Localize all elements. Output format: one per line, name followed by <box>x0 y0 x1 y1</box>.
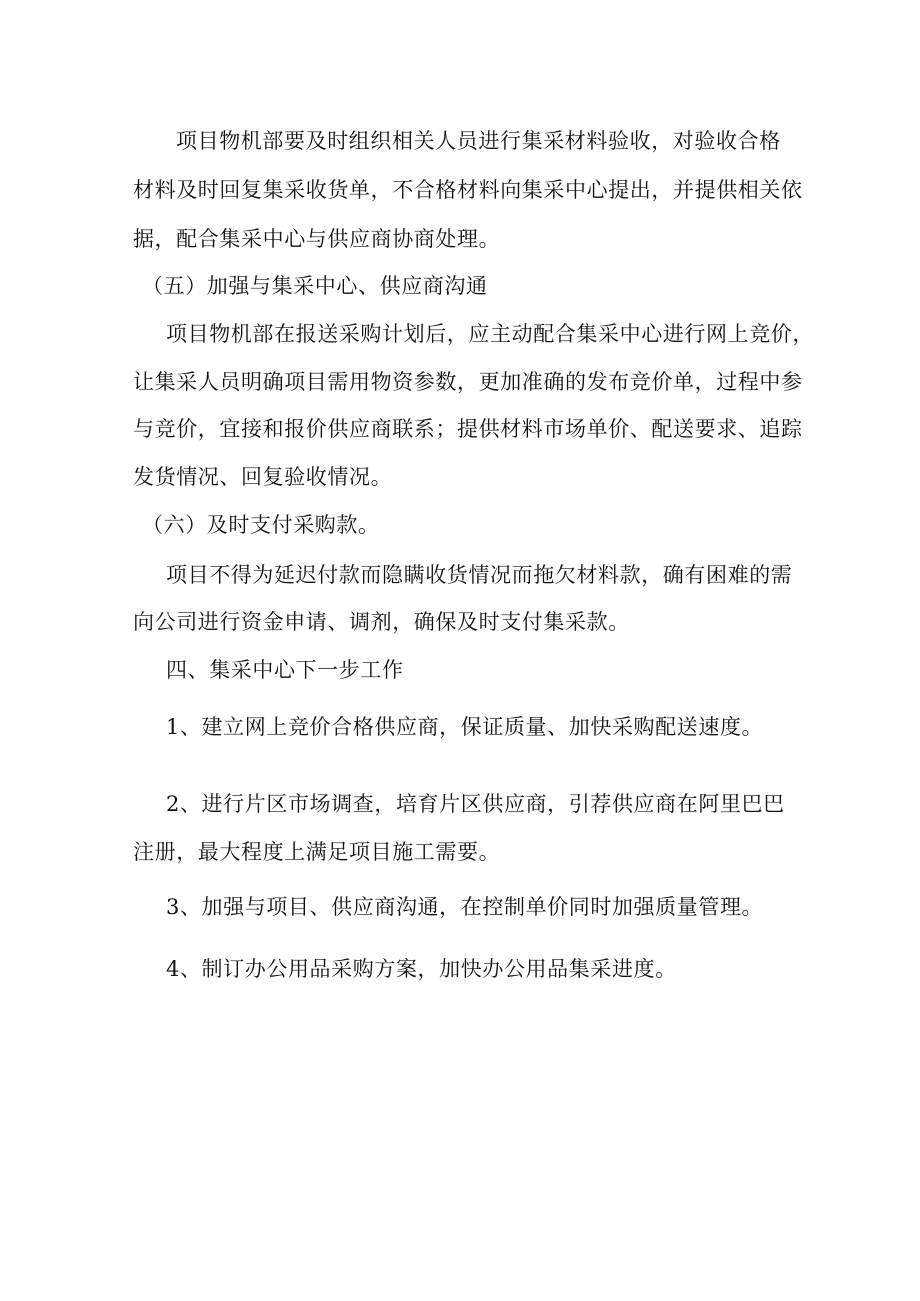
section-heading-5: （五）加强与集采中心、供应商沟通 <box>142 274 488 298</box>
paragraph-2-line-1: 项目物机部在报送采购计划后，应主动配合集采中心进行网上竞价， <box>166 322 814 346</box>
paragraph-3-line-1: 项目不得为延迟付款而隐瞒收货情况而拖欠材料款，确有困难的需 <box>166 563 793 587</box>
paragraph-3-line-2: 向公司进行资金申请、调剂，确保及时支付集采款。 <box>133 610 630 634</box>
list-item-4: 4、制订办公用品采购方案，加快办公用品集采进度。 <box>166 957 677 981</box>
section-heading-6: （六）及时支付采购款。 <box>142 513 380 537</box>
list-item-2-line-1: 2、进行片区市场调查，培育片区供应商，引荐供应商在阿里巴巴 <box>166 792 785 816</box>
list-item-2-line-2: 注册，最大程度上满足项目施工需要。 <box>133 840 501 864</box>
paragraph-2-line-4: 发货情况、回复验收情况。 <box>133 465 393 489</box>
paragraph-1-line-3: 据，配合集采中心与供应商协商处理。 <box>133 227 501 251</box>
section-heading-4: 四、集采中心下一步工作 <box>166 658 404 682</box>
paragraph-1-line-2: 材料及时回复集采收货单，不合格材料向集采中心提出，并提供相关依 <box>133 178 803 202</box>
paragraph-1-line-1: 项目物机部要及时组织相关人员进行集采材料验收，对验收合格 <box>176 129 781 153</box>
list-item-3: 3、加强与项目、供应商沟通，在控制单价同时加强质量管理。 <box>166 895 764 919</box>
list-item-1: 1、建立网上竞价合格供应商，保证质量、加快采购配送速度。 <box>166 715 764 739</box>
paragraph-2-line-3: 与竞价，宜接和报价供应商联系；提供材料市场单价、配送要求、追踪 <box>133 417 803 441</box>
paragraph-2-line-2: 让集采人员明确项目需用物资参数，更加准确的发布竞价单，过程中参 <box>133 370 803 394</box>
